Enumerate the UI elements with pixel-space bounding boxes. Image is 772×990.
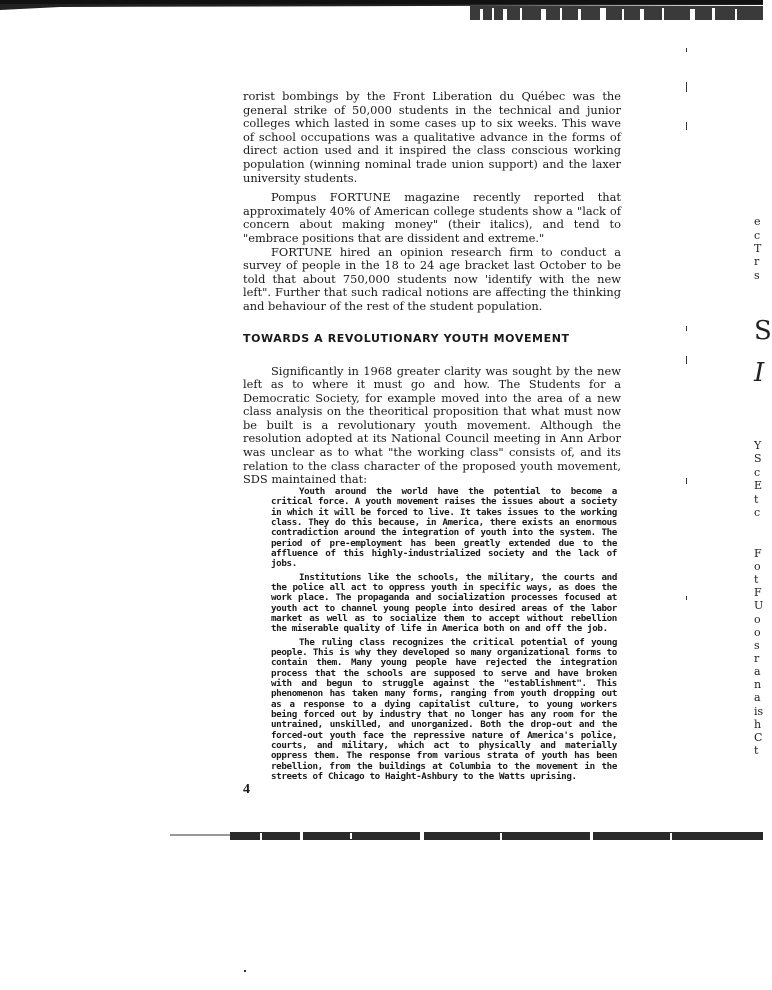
adjacent-letter: C <box>754 731 763 744</box>
quote-paragraph: The ruling class recognizes the critical potential of young people. This is why they developed so many organizational forms to contain them. Many young people have rejected the integration process that the schools are supposed to serve and have broken with and begun to struggle against the "establishment". This phenomenon has taken many forms, ranging from youth dropping out as a response to a dying capitalist culture, to young workers being forced out by industry that no longer has any room for the untrained, unskilled, and unorganized. Both the drop-out and the forced-out youth face the repressive nature of America's police, courts, and military, which act to physically and materially oppress them. The response from various strata of youth has been rebellion, from the buildings at Columbia to the movement in the streets of Chicago to Haight-Ashbury to the Watts uprising. <box>271 636 617 783</box>
adjacent-letter: Y <box>754 439 762 452</box>
adjacent-letter: t <box>754 493 759 506</box>
fortune-paragraph: Pompus FORTUNE magazine recently reported that approximately 40% of American college students show a "lack of concern about making money" (their italics), and tend to "embrace positions that are dissident and extreme." <box>243 190 621 245</box>
adjacent-letter: t <box>754 744 759 757</box>
adjacent-letter: r <box>754 652 760 665</box>
scan-edge-bottom <box>170 830 763 842</box>
scan-speck <box>686 82 687 92</box>
adjacent-letter: E <box>754 479 763 492</box>
scan-speck <box>686 48 687 52</box>
adjacent-letter: o <box>754 626 761 639</box>
adjacent-letter: t <box>754 573 759 586</box>
adjacent-letter: F <box>754 586 762 599</box>
adjacent-letter: F <box>754 547 762 560</box>
quote-paragraph: Institutions like the schools, the military, the courts and the police all act to oppress youth in specific ways, as does the work place. The propaganda and socialization processes focused at youth act to channel young people into desired areas of the labor market as well as to socialize them to accept without rebellion the miserable quality of life in America both on and off the job. <box>271 571 617 635</box>
scan-speck <box>244 970 246 972</box>
block-quote <box>271 487 617 783</box>
adjacent-letter: I <box>754 358 765 388</box>
adjacent-letter: n <box>754 678 762 691</box>
sds-paragraph: Significantly in 1968 greater clarity was sought by the new left as to where it must go and how. The Students for a Democratic Society, for example moved into the area of a new class analysis on the theoritical proposition that what must now be built is a revolutionary youth movement. Although the resolution adopted at its National Council meeting in Ann Arbor was unclear as to what "the working class" consists of, and its relation to the class character of the proposed youth movement, SDS maintained that: <box>243 363 621 487</box>
quote-paragraph: Youth around the world have the potential to become a critical force. A youth movement raises the issues about a society in which it will be forced to live. It takes issues to the working class. They do this because, in America, there exists an enormous contradiction around the integration of youth into the system. The period of pre-employment has been greatly extended due to the affluence of this highly-industrialized society and the lack of jobs. <box>271 485 617 570</box>
adjacent-letter: c <box>754 506 761 519</box>
adjacent-letter: U <box>754 599 764 612</box>
adjacent-letter: o <box>754 613 761 626</box>
page-number: 4 <box>243 782 250 797</box>
section-heading: TOWARDS A REVOLUTIONARY YOUTH MOVEMENT <box>243 331 570 345</box>
continuation-paragraph: rorist bombings by the Front Liberation du Québec was the general strike of 50,000 students in the technical and junior colleges which lasted in some cases up to six weeks. This wave of school occupations was a qualitative advance in the forms of direct action used and it inspired the class conscious working population (winning nominal trade union support) and the laxer university students. <box>243 89 621 185</box>
adjacent-letter: S <box>754 452 762 465</box>
adjacent-letter: a <box>754 665 761 678</box>
adjacent-letter: S <box>754 316 772 346</box>
fortune-survey-paragraph: FORTUNE hired an opinion research firm to conduct a survey of people in the 18 to 24 age bracket last October to be told that about 750,000 students now 'identify with the new left". Further that such radical notions are affecting the thinking and behaviour of the rest of the student population. <box>243 244 621 313</box>
adjacent-letter: c <box>754 466 761 479</box>
scan-speck <box>686 356 687 364</box>
adjacent-letter: s <box>754 639 760 652</box>
scan-edge-top <box>0 0 763 22</box>
scan-speck <box>686 122 687 130</box>
adjacent-letter: a <box>754 691 761 704</box>
adjacent-letter: c <box>754 229 761 242</box>
scan-speck <box>686 596 687 600</box>
adjacent-letter: r <box>754 255 760 268</box>
adjacent-page-strip <box>752 200 772 800</box>
adjacent-letter: s <box>754 269 760 282</box>
page-body <box>243 90 621 782</box>
adjacent-letter: T <box>754 242 762 255</box>
scan-speck <box>686 326 687 331</box>
scan-speck <box>686 478 687 484</box>
adjacent-letter: o <box>754 560 761 573</box>
adjacent-letter: is <box>754 705 764 718</box>
adjacent-letter: e <box>754 215 761 228</box>
adjacent-letter: h <box>754 718 762 731</box>
